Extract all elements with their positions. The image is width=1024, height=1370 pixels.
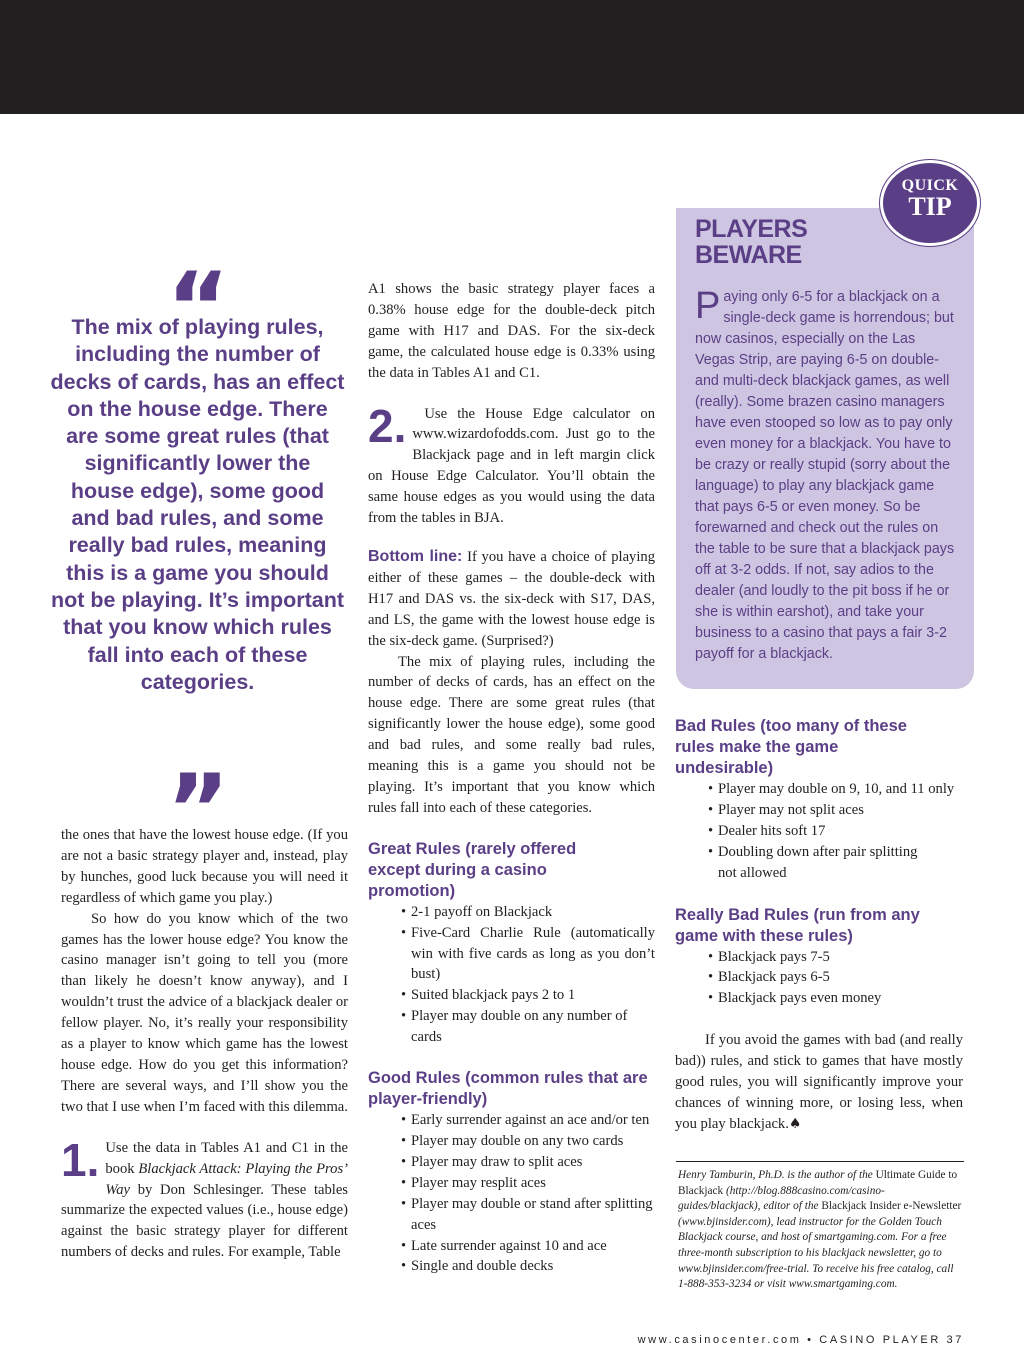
list-item: • Suited blackjack pays 2 to 1 xyxy=(401,987,576,1004)
numbered-item-1 xyxy=(61,1133,348,1263)
list-item: • Player may resplit aces xyxy=(401,1174,546,1191)
page-footer: www.casinocenter.com • CASINO PLAYER 37 xyxy=(637,1334,964,1346)
list-item: • Early surrender against an ace and/or ten xyxy=(401,1112,650,1129)
item-text: Use the data in Tables A1 and C1 in the book xyxy=(105,1139,348,1177)
list-item: • Single and double decks xyxy=(401,1258,554,1275)
paragraph: A1 shows the basic strategy player faces a 0.38% house edge for the double-deck pitch game with H17 and DAS. For the six-deck game, the calculated house edge is 0.33% using the data in Tables A1 and C1. xyxy=(368,281,655,381)
really-bad-rules-list xyxy=(705,947,963,1010)
list-item: • Dealer hits soft 17 xyxy=(708,822,826,839)
drop-cap: P xyxy=(695,285,721,327)
quick-tip-badge: QUICK TIP xyxy=(880,160,980,246)
list-item: • Player may double on any two cards xyxy=(401,1133,624,1149)
column-1 xyxy=(61,825,348,1263)
tip-title: PLAYERS BEWARE xyxy=(695,215,808,269)
paragraph: The mix of playing rules, including the number of decks of cards, has an effect on the house edge. There are some great rules (that significantly lower the house edge), some good and bad rules, and some really bad rules, meaning this is a game you should not be playing. It’s important that you know which rules fall into each of these categories. xyxy=(368,653,655,816)
item-number: 1. xyxy=(61,1133,100,1186)
list-item: • Late surrender against 10 and ace xyxy=(401,1237,607,1254)
list-item: • Player may double on 9, 10, and 11 only xyxy=(708,781,955,797)
tip-body: Paying only 6-5 for a blackjack on a single-deck game is horrendous; but now casinos, especially on the Las Vegas Strip, are paying 6-5 on double- and multi-deck blackjack games, as well (really). Some brazen casino managers have even stooped so low as to pay only even money for a blackjack. You have to be crazy or really stupid (sorry about the language) to play any blackjack game that pays 6-5 or even money. So be forewarned and check out the rules on the table to be sure that a blackjack pays off at 3-2 odds. If not, say adios to the dealer (and loudly to the pit boss if he or she is within earshot), and take your business to a casino that pays a fair 3-2 payoff for a blackjack. xyxy=(695,285,955,662)
close-quote-mark: ” xyxy=(166,754,230,866)
pull-quote: The mix of playing rules, including the number of decks of cards, has an effect on the house edge. There are some great rules (that significantly lower the house edge), some good and bad rules, and some really bad rules, meaning this is a game you should not be playing. It’s important that you know which rules fall into each of these categories. xyxy=(50,315,345,694)
great-rules-list xyxy=(398,902,655,1048)
list-item: • Player may double on any number of cards xyxy=(401,1008,628,1046)
quick-tip-box xyxy=(676,208,974,689)
list-item: • 2-1 payoff on Blackjack xyxy=(401,903,553,920)
list-item: • Blackjack pays 6-5 xyxy=(708,969,830,986)
open-quote-mark: “ xyxy=(166,252,230,364)
list-item: • Player may not split aces xyxy=(708,801,864,818)
bad-rules-list xyxy=(705,779,963,884)
item-text: Use the House Edge calculator on www.wizardofodds.com. Just go to the Blackjack page and in left margin click on House Edge Calculator. You’ll obtain the same house edges as you would using the data from the tables in BJA. xyxy=(368,405,655,527)
bottom-line-label: Bottom line: xyxy=(368,547,463,565)
paragraph: the ones that have the lowest house edge. (If you are not a basic strategy player and, instead, play by hunches, good luck because you will need it regardless of which game you play.) xyxy=(61,827,348,906)
item-text: by Don Schlesinger. These tables summarize the expected values (i.e., house edge) against the basic strategy player for different numbers of decks and rules. For example, Table xyxy=(61,1181,348,1261)
list-item: • Five-Card Charlie Rule (automatically win with five cards as long as you don’t bust) xyxy=(401,924,655,983)
bad-rules-heading: Bad Rules (too many of these rules make the game undesirable) xyxy=(675,717,907,777)
header-band xyxy=(0,0,1024,114)
list-item: • Blackjack pays 7-5 xyxy=(708,948,830,965)
really-bad-rules-heading: Really Bad Rules (run from any game with these rules) xyxy=(675,905,920,945)
numbered-item-2 xyxy=(368,399,655,529)
bio-divider xyxy=(676,1161,964,1162)
author-bio: Henry Tamburin, Ph.D. is the author of the Ultimate Guide to Blackjack (http://blog.888casino.com/casino-guides/blackjack), editor of the Blackjack Insider e-Newsletter (www.bjinsider.com), lead instructor for the Golden Touch Blackjack course, and host of smartgaming.com. For a free three-month subscription to his blackjack newsletter, go to www.bjinsider.com/free-trial. To receive his free catalog, call 1-888-353-3234 or visit www.smartgaming.com. xyxy=(678,1169,962,1291)
paragraph: So how do you know which of the two games has the lower house edge? You know the casino manager isn’t going to tell you (more than likely he doesn’t know anyway), and I wouldn’t trust the advice of a blackjack dealer or fellow player. No, it’s really your responsibility as a player to know which game has the lowest house edge. How do you get this information? There are several ways, and I’ll show you the two that I use when I’m faced with this dilemma. xyxy=(61,910,348,1115)
good-rules-list xyxy=(398,1110,655,1277)
closing-paragraph: If you avoid the games with bad (and really bad)) rules, and stick to games that have mostly good rules, you will significantly improve your chances of winning more, or losing less, when you play blackjack. xyxy=(675,1032,963,1132)
book-title: Blackjack Attack: Playing the Pros’ Way xyxy=(105,1160,348,1198)
list-item: • Blackjack pays even money xyxy=(708,990,882,1007)
column-3 xyxy=(675,716,963,1135)
list-item: • Player may double or stand after splitting aces xyxy=(401,1195,653,1233)
spade-icon: ♠ xyxy=(788,1115,802,1132)
list-item: • Doubling down after pair splitting not allowed xyxy=(708,843,918,881)
good-rules-heading: Good Rules (common rules that are player-friendly) xyxy=(368,1069,648,1109)
item-number: 2. xyxy=(368,399,407,452)
column-2 xyxy=(368,279,655,1277)
list-item: • Player may draw to split aces xyxy=(401,1153,583,1170)
great-rules-heading: Great Rules (rarely offered except during a casino promotion) xyxy=(368,839,577,900)
bottom-line-text: If you have a choice of playing either of these games – the double-deck with H17 and DAS vs. the six-deck with S17, DAS, and LS, the game with the lowest house edge is the six-deck game. (Surprised?) xyxy=(368,548,656,649)
